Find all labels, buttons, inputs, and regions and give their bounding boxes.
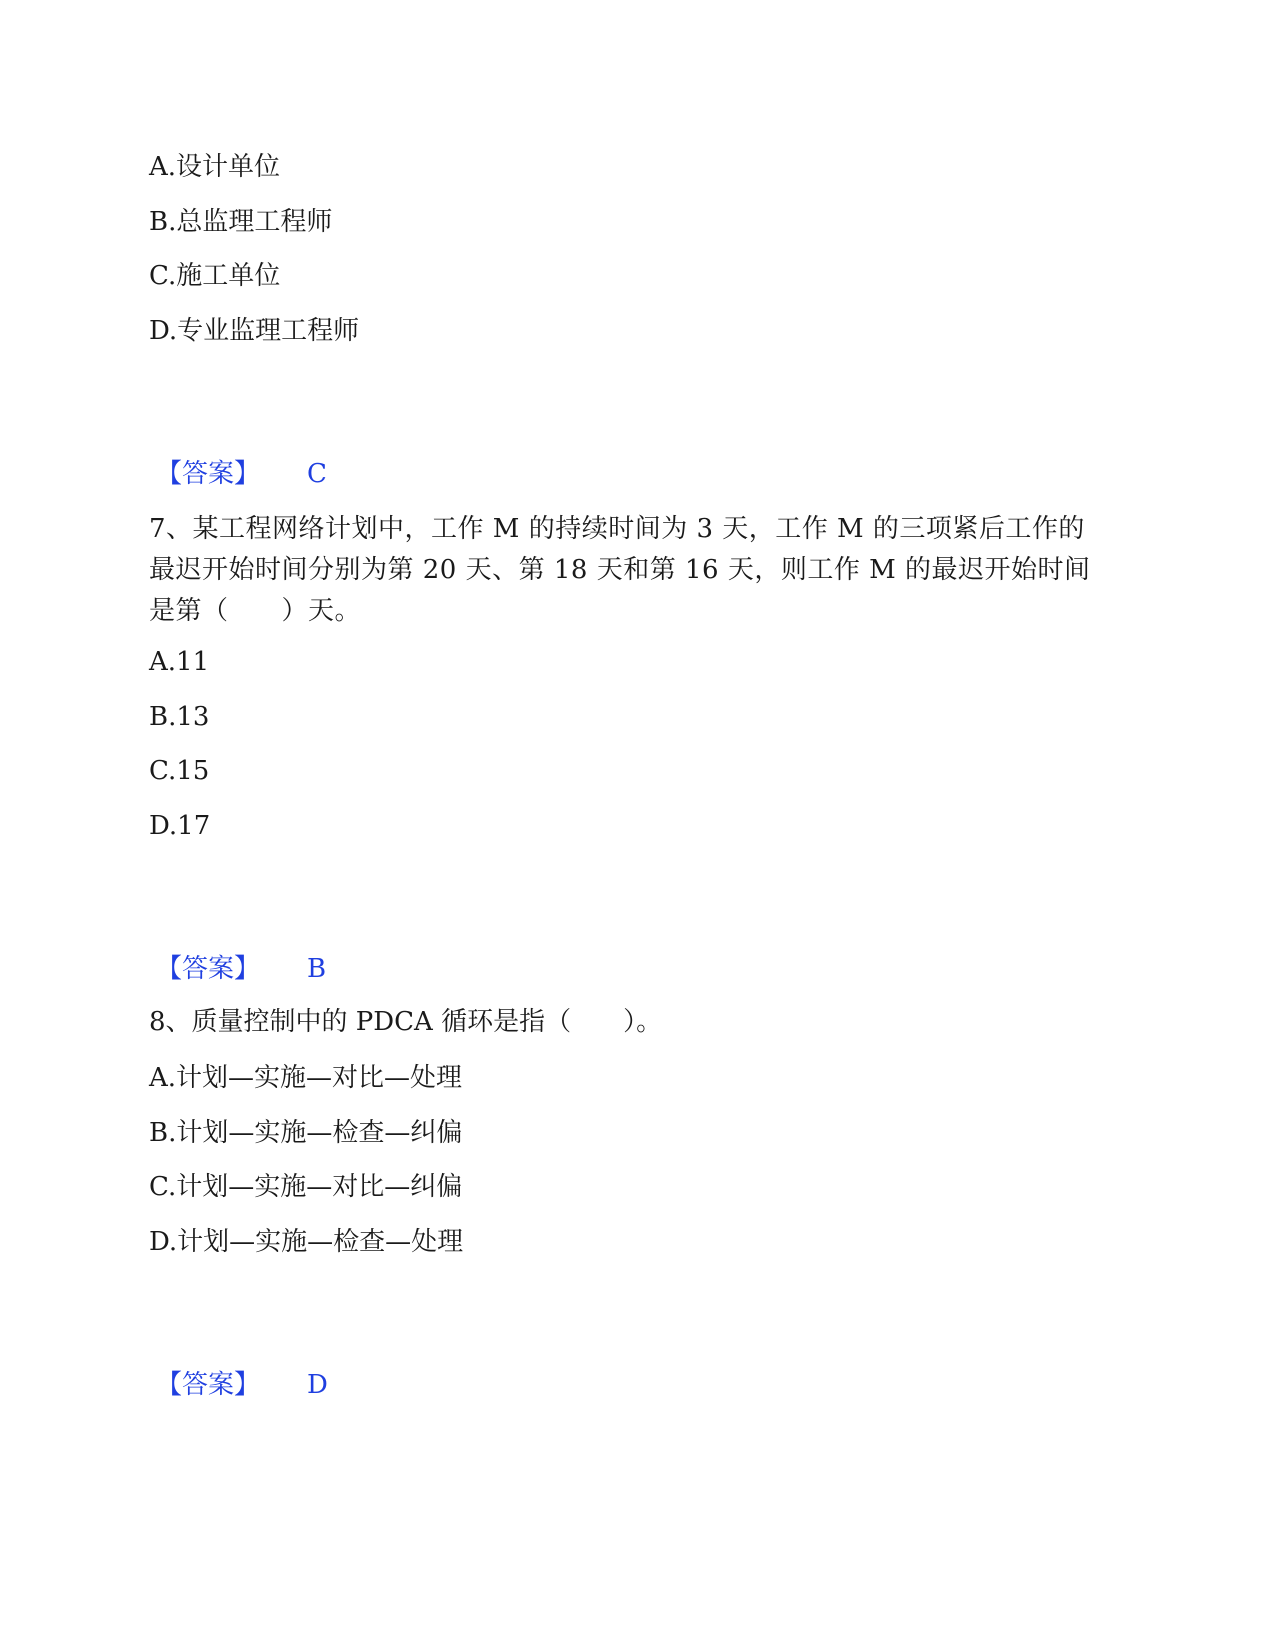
q7-option-b: B.13 [149,702,210,732]
q8-answer-value: D [307,1370,328,1400]
q8-option-a: A.计划—实施—对比—处理 [149,1063,463,1093]
q7-stem: 7、某工程网络计划中，工作 M 的持续时间为 3 天，工作 M 的三项紧后工作的最迟开始时间分别为第 20 天、第 18 天和第 16 天，则工作 M 的最迟开始时间是第（ ）天。 [149,514,1091,626]
q7-option-a: A.11 [149,647,210,677]
q8-stem: 8、质量控制中的 PDCA 循环是指（ ）。 [149,1007,663,1037]
q8-option-b: B.计划—实施—检查—纠偏 [149,1118,463,1148]
q6-option-c: C.施工单位 [149,261,281,291]
q6-option-b: B.总监理工程师 [149,207,333,237]
q6-answer-value: C [307,459,327,489]
q8-option-c: C.计划—实施—对比—纠偏 [149,1172,463,1202]
q7-option-c: C.15 [149,756,210,786]
q7-answer-value: B [307,954,327,984]
q6-option-a: A.设计单位 [149,152,281,182]
q8-answer-label: 【答案】 [156,1370,261,1400]
q7-option-d: D.17 [149,811,211,841]
q7-answer-label: 【答案】 [156,954,261,984]
q6-option-d: D.专业监理工程师 [149,316,360,346]
q6-answer-label: 【答案】 [156,459,261,489]
q8-option-d: D.计划—实施—检查—处理 [149,1227,464,1257]
